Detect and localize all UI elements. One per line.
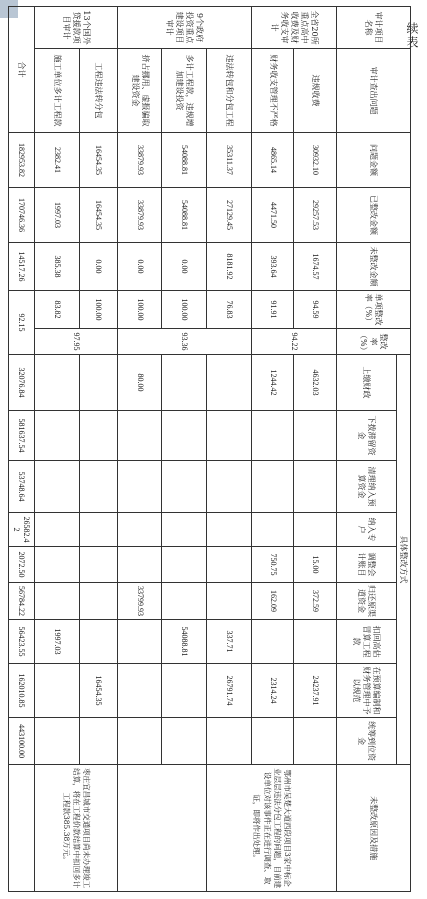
col-rectified-header: 已整改金额 bbox=[337, 188, 411, 243]
table-row bbox=[207, 7, 252, 892]
total-unrectified: 14517.26 bbox=[9, 243, 35, 291]
total-method-adjust-accounts: 2072.50 bbox=[9, 547, 35, 583]
remark-empty bbox=[117, 765, 207, 892]
method-coordinate-funds bbox=[79, 718, 117, 765]
single-rate: 83.82 bbox=[34, 291, 79, 329]
method-return-funds bbox=[162, 583, 207, 620]
col-method-coordinate-funds-header: 统筹到位资金 bbox=[337, 718, 397, 765]
col-method-special-account-header: 纳入专户 bbox=[337, 513, 397, 547]
col-method-adjust-accounts-header: 调整会计账目 bbox=[337, 547, 397, 583]
method-adjust-accounts: 15.00 bbox=[294, 547, 337, 583]
total-row bbox=[9, 7, 35, 892]
issue-name: 违法转包和分包工程 bbox=[207, 49, 252, 133]
overall-rate: 94.22 bbox=[251, 329, 336, 355]
method-deduct-overpayment: 1997.03 bbox=[34, 620, 79, 664]
method-budget bbox=[207, 461, 252, 513]
total-overall-rate: 92.15 bbox=[9, 291, 35, 355]
unrectified-amount: 0.00 bbox=[162, 243, 207, 291]
method-special-account bbox=[294, 513, 337, 547]
method-release bbox=[251, 411, 294, 461]
rectified-amount: 33879.93 bbox=[117, 188, 162, 243]
method-deduct-overpayment bbox=[79, 620, 117, 664]
method-return-funds bbox=[207, 583, 252, 620]
method-special-account bbox=[251, 513, 294, 547]
unrectified-amount: 385.38 bbox=[34, 243, 79, 291]
method-release bbox=[294, 411, 337, 461]
method-budget bbox=[34, 461, 79, 513]
rectification-remark: 枣庄宜昌城市交通项目尚未办理竣工结算，将在工程价款结算中扣回多计工程款385.38万元。 bbox=[34, 765, 117, 892]
method-turn-over bbox=[79, 355, 117, 411]
method-release bbox=[207, 411, 252, 461]
method-regulate: 24237.91 bbox=[294, 664, 337, 718]
col-single-rate-header: 单项整改率（%） bbox=[337, 291, 411, 329]
total-method-special-account: 26582.42 bbox=[9, 513, 35, 547]
col-unrectified-header: 未整改金额 bbox=[337, 243, 411, 291]
method-release bbox=[162, 411, 207, 461]
table-row bbox=[117, 7, 162, 892]
total-remark-empty bbox=[9, 765, 35, 892]
method-deduct-overpayment bbox=[117, 620, 162, 664]
total-method-budget: 53748.64 bbox=[9, 461, 35, 513]
project-name: 13个国外贷援款项目审计 bbox=[34, 7, 117, 49]
method-return-funds: 33799.93 bbox=[117, 583, 162, 620]
method-return-funds: 372.59 bbox=[294, 583, 337, 620]
single-rate: 91.91 bbox=[251, 291, 294, 329]
project-name: 9个政府投资重点建设项目审计 bbox=[117, 7, 251, 49]
method-adjust-accounts bbox=[117, 547, 162, 583]
rectified-amount: 16454.35 bbox=[79, 188, 117, 243]
issue-amount: 4865.14 bbox=[251, 133, 294, 188]
total-method-turn-over: 32076.84 bbox=[9, 355, 35, 411]
issue-name: 财务收支管理不严格 bbox=[251, 49, 294, 133]
rectified-amount: 27129.45 bbox=[207, 188, 252, 243]
method-coordinate-funds bbox=[294, 718, 337, 765]
method-release bbox=[79, 411, 117, 461]
method-coordinate-funds bbox=[207, 718, 252, 765]
method-adjust-accounts bbox=[34, 547, 79, 583]
method-turn-over bbox=[162, 355, 207, 411]
table-row bbox=[294, 7, 337, 892]
method-deduct-overpayment bbox=[251, 620, 294, 664]
method-return-funds bbox=[79, 583, 117, 620]
method-regulate bbox=[162, 664, 207, 718]
issue-amount: 2382.41 bbox=[34, 133, 79, 188]
project-name: 全省20所重点高中收费及财务收支审计 bbox=[251, 7, 336, 49]
col-method-turn-over-header: 上缴财政 bbox=[337, 355, 397, 411]
rotated-table-container bbox=[8, 6, 411, 891]
col-method-deduct-overpayment-header: 扣回高估冒算工程款 bbox=[337, 620, 397, 664]
single-rate: 76.83 bbox=[207, 291, 252, 329]
issue-amount: 54088.81 bbox=[162, 133, 207, 188]
audit-rectification-table bbox=[8, 6, 411, 892]
method-coordinate-funds bbox=[162, 718, 207, 765]
method-regulate: 16454.35 bbox=[79, 664, 117, 718]
col-method-return-funds-header: 归还原渠道资金 bbox=[337, 583, 397, 620]
method-regulate bbox=[34, 664, 79, 718]
table-row bbox=[79, 7, 117, 892]
table-header bbox=[337, 7, 411, 892]
single-rate: 100.00 bbox=[162, 291, 207, 329]
col-project-header: 审计项目名称 bbox=[337, 7, 411, 49]
method-release bbox=[117, 411, 162, 461]
method-turn-over: 4632.03 bbox=[294, 355, 337, 411]
total-amount: 182953.82 bbox=[9, 133, 35, 188]
method-coordinate-funds bbox=[117, 718, 162, 765]
method-turn-over bbox=[207, 355, 252, 411]
method-turn-over: 80.00 bbox=[117, 355, 162, 411]
method-regulate: 2314.24 bbox=[251, 664, 294, 718]
issue-amount: 30932.10 bbox=[294, 133, 337, 188]
single-rate: 100.00 bbox=[117, 291, 162, 329]
rectified-amount: 1997.03 bbox=[34, 188, 79, 243]
table-row bbox=[162, 7, 207, 892]
method-special-account bbox=[207, 513, 252, 547]
issue-amount: 33879.93 bbox=[117, 133, 162, 188]
issue-name: 多计工程款，违规增加建设投资 bbox=[162, 49, 207, 133]
method-coordinate-funds bbox=[34, 718, 79, 765]
total-rectified: 170746.36 bbox=[9, 188, 35, 243]
total-method-deduct-overpayment: 56423.55 bbox=[9, 620, 35, 664]
col-method-release-header: 下拨滞留资金 bbox=[337, 411, 397, 461]
method-turn-over bbox=[34, 355, 79, 411]
method-regulate bbox=[117, 664, 162, 718]
method-adjust-accounts bbox=[162, 547, 207, 583]
issue-name: 工程违法转分包 bbox=[79, 49, 117, 133]
table-row bbox=[251, 7, 294, 892]
rectified-amount: 29257.53 bbox=[294, 188, 337, 243]
method-budget bbox=[294, 461, 337, 513]
method-special-account bbox=[117, 513, 162, 547]
col-method-group-header: 具体整改方式 bbox=[397, 355, 411, 765]
method-budget bbox=[162, 461, 207, 513]
col-method-regulate-header: 在预算编制和财务管理中予以规范 bbox=[337, 664, 397, 718]
method-budget bbox=[79, 461, 117, 513]
method-return-funds bbox=[34, 583, 79, 620]
unrectified-amount: 393.64 bbox=[251, 243, 294, 291]
issue-amount: 16454.35 bbox=[79, 133, 117, 188]
issue-amount: 35311.37 bbox=[207, 133, 252, 188]
total-method-coordinate-funds: 443100.00 bbox=[9, 718, 35, 765]
col-issue-header: 审计查出问题 bbox=[337, 49, 411, 133]
method-release bbox=[34, 411, 79, 461]
single-rate: 100.00 bbox=[79, 291, 117, 329]
col-amount-header: 问题金额 bbox=[337, 133, 411, 188]
method-adjust-accounts bbox=[79, 547, 117, 583]
unrectified-amount: 1674.57 bbox=[294, 243, 337, 291]
issue-name: 施工单位多计工程款 bbox=[34, 49, 79, 133]
rectified-amount: 4471.50 bbox=[251, 188, 294, 243]
method-adjust-accounts: 750.75 bbox=[251, 547, 294, 583]
total-method-return-funds: 56784.22 bbox=[9, 583, 35, 620]
col-method-budget-header: 清理纳入预算资金 bbox=[337, 461, 397, 513]
method-budget bbox=[117, 461, 162, 513]
method-special-account bbox=[162, 513, 207, 547]
col-overall-rate-header: 整改率（%） bbox=[337, 329, 411, 355]
total-method-regulate: 162010.85 bbox=[9, 664, 35, 718]
total-method-release: 581637.54 bbox=[9, 411, 35, 461]
method-special-account bbox=[34, 513, 79, 547]
overall-rate: 93.36 bbox=[117, 329, 251, 355]
rectification-remark: 鄂州市吴楚大道西段项目3家中标企业层层违法分包工程的问题，目前建设单位对该事件正在进行调查、取证，即将作出处理。 bbox=[207, 765, 337, 892]
rectified-amount: 54088.81 bbox=[162, 188, 207, 243]
table-row bbox=[34, 7, 79, 892]
method-special-account bbox=[79, 513, 117, 547]
method-deduct-overpayment bbox=[294, 620, 337, 664]
method-deduct-overpayment: 54088.81 bbox=[162, 620, 207, 664]
single-rate: 94.59 bbox=[294, 291, 337, 329]
method-regulate: 26791.74 bbox=[207, 664, 252, 718]
table-body bbox=[9, 7, 337, 892]
method-adjust-accounts bbox=[207, 547, 252, 583]
method-turn-over: 1244.42 bbox=[251, 355, 294, 411]
method-budget bbox=[251, 461, 294, 513]
method-deduct-overpayment: 337.71 bbox=[207, 620, 252, 664]
issue-name: 挤占挪用、虚报骗取建设资金 bbox=[117, 49, 162, 133]
unrectified-amount: 8181.92 bbox=[207, 243, 252, 291]
total-label: 合计 bbox=[9, 7, 35, 133]
unrectified-amount: 0.00 bbox=[117, 243, 162, 291]
col-reason-header: 未整改原因及措施 bbox=[337, 765, 411, 892]
method-coordinate-funds bbox=[251, 718, 294, 765]
issue-name: 违规收费 bbox=[294, 49, 337, 133]
method-return-funds: 162.09 bbox=[251, 583, 294, 620]
overall-rate: 97.95 bbox=[34, 329, 117, 355]
unrectified-amount: 0.00 bbox=[79, 243, 117, 291]
continued-label: 续表 bbox=[405, 22, 419, 50]
